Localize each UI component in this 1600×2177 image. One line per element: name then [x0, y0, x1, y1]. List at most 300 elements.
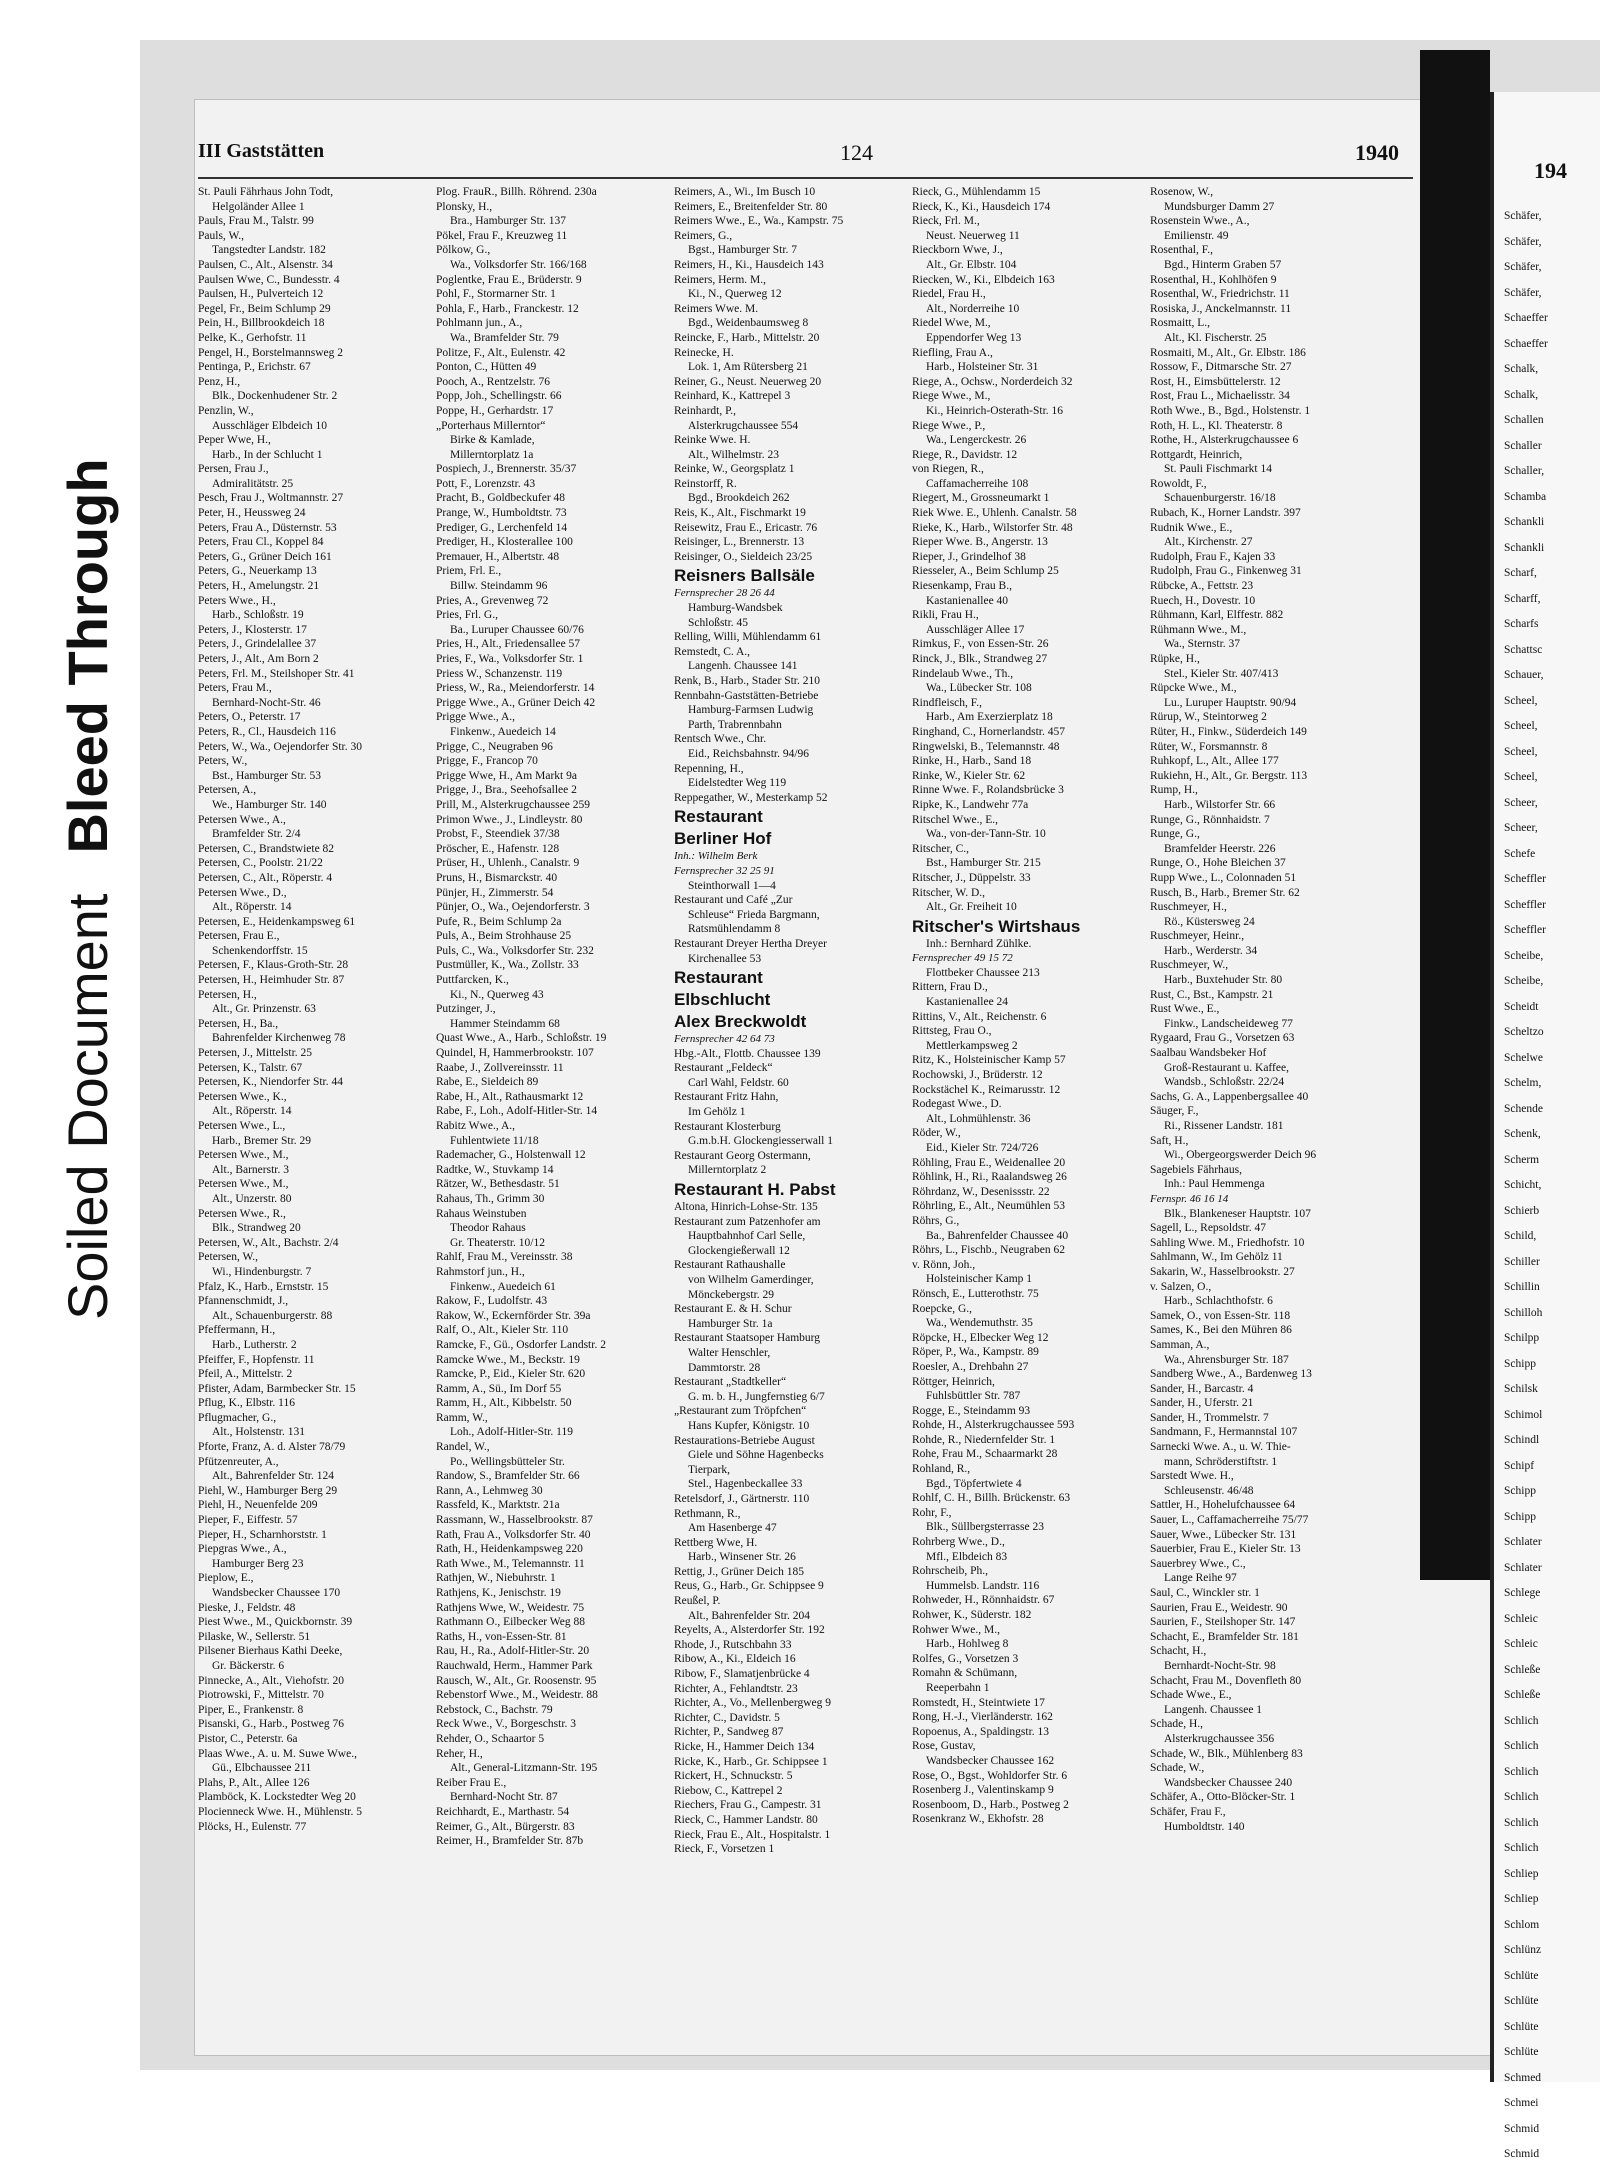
directory-entry: Pentinga, P., Erichstr. 67: [198, 361, 311, 374]
adjacent-page-line: Scheidt: [1504, 1000, 1539, 1013]
directory-entry: Pflugmacher, G.,: [198, 1411, 277, 1424]
directory-entry: Reimers, E., Breitenfelder Str. 80: [674, 200, 828, 213]
directory-entry: Richter, C., Davidstr. 5: [674, 1711, 780, 1724]
directory-entry: Pieplow, E.,: [198, 1572, 254, 1585]
directory-entry: Pforte, Franz, A. d. Alster 78/79: [198, 1441, 346, 1454]
directory-entry: Pölkow, G.,: [436, 244, 491, 257]
directory-entry: Persen, Frau J.,: [198, 463, 269, 476]
directory-entry: Richter, P., Sandweg 87: [674, 1726, 784, 1739]
directory-entry: Restaurations-Betriebe August: [674, 1434, 815, 1447]
entry-continuation: Alt., General-Litzmann-Str. 195: [450, 1762, 598, 1775]
directory-entry: Röttger, Heinrich,: [912, 1375, 995, 1388]
entry-continuation: Loh., Adolf-Hitler-Str. 119: [450, 1426, 573, 1439]
directory-entry: Reimers, A., Wi., Im Busch 10: [674, 186, 816, 198]
directory-entry: Schacht, Frau M., Dovenfleth 80: [1150, 1674, 1302, 1687]
directory-entry: Reinke Wwe. H.: [674, 434, 751, 447]
entry-continuation: Alt., Bahrenfelder Str. 204: [688, 1609, 811, 1622]
directory-entry: Reußel, P.: [674, 1595, 721, 1608]
directory-entry: Ralf, O., Alt., Kieler Str. 110: [436, 1324, 569, 1337]
entry-continuation: Bramfelder Heerstr. 226: [1164, 842, 1276, 855]
directory-entry: Rindfleisch, F.,: [912, 696, 982, 709]
adjacent-page-line: Schilsk: [1504, 1383, 1538, 1395]
directory-entry: Rethmann, R.,: [674, 1507, 741, 1520]
directory-entry: Rottgardt, Heinrich,: [1150, 448, 1243, 461]
directory-entry: Peters, Frau M.,: [198, 682, 272, 695]
directory-entry: Pökel, Frau F., Kreuzweg 11: [436, 229, 568, 242]
directory-entry: Reisinger, L., Brennerstr. 13: [674, 536, 805, 549]
directory-entry: Peper Wwe, H.,: [198, 434, 271, 447]
entry-continuation: Fuhlentwiete 11/18: [450, 1134, 539, 1147]
entry-continuation: Ki., N., Querweg 43: [450, 988, 544, 1001]
directory-entry: Rathmann O., Eilbecker Weg 88: [436, 1616, 585, 1629]
directory-entry: Saurien, Frau E., Weidestr. 90: [1150, 1601, 1288, 1614]
directory-entry: Prill, M., Alsterkrugchaussee 259: [436, 798, 590, 811]
advertisement-heading: Reisners Ballsäle: [674, 566, 815, 586]
directory-entry: Romstedt, H., Steintwiete 17: [912, 1696, 1045, 1709]
directory-entry: Rau, H., Ra., Adolf-Hitler-Str. 20: [436, 1645, 590, 1658]
directory-entry: Ruschmeyer, H.,: [1150, 901, 1227, 914]
directory-entry: Pieper, H., Scharnhorststr. 1: [198, 1528, 327, 1541]
adjacent-page-line: Schimol: [1504, 1408, 1543, 1421]
adjacent-page-line: Scheel,: [1504, 745, 1538, 758]
entry-continuation: Mettlerkampsweg 2: [926, 1039, 1018, 1052]
directory-entry: Paulsen, H., Pulverteich 12: [198, 288, 324, 301]
directory-entry: Rehder, O., Schaartor 5: [436, 1732, 545, 1745]
directory-entry: Rohde, R., Niedernfelder Str. 1: [912, 1433, 1056, 1446]
directory-entry: Rebstock, C., Bachstr. 79: [436, 1703, 553, 1716]
adjacent-page-line: Schleic: [1504, 1638, 1538, 1650]
entry-continuation: G.m.b.H. Glockengiesserwall 1: [688, 1135, 833, 1148]
page-number: 124: [840, 140, 873, 165]
adjacent-page-line: Schmid: [1504, 2148, 1540, 2160]
entry-continuation: Wa., Volksdorfer Str. 166/168: [450, 258, 587, 271]
directory-entry: Riechers, Frau G., Campestr. 31: [674, 1799, 822, 1812]
directory-entry: Rittern, Frau D.,: [912, 981, 988, 994]
directory-entry: Rieper, J., Grindelhof 38: [912, 550, 1026, 563]
entry-continuation: Bra., Hamburger Str. 137: [450, 215, 567, 228]
directory-entry: Rohde, H., Alsterkrugchaussee 593: [912, 1419, 1075, 1432]
directory-entry: Pott, F., Lorenzstr. 43: [436, 477, 536, 490]
directory-entry: Sarstedt Wwe. H.,: [1150, 1470, 1234, 1483]
directory-entry: Rieckborn Wwe, J.,: [912, 244, 1003, 257]
adjacent-page-line: Schleße: [1504, 1689, 1541, 1701]
directory-entry: Quast Wwe., A., Harb., Schloßstr. 19: [436, 1032, 607, 1045]
advertisement-heading: Elbschlucht: [674, 990, 771, 1010]
entry-continuation: Flottbeker Chaussee 213: [926, 966, 1040, 979]
directory-entry: Petersen, H., Heimhuder Str. 87: [198, 974, 345, 987]
directory-entry: Runge, G., Rönnhaidstr. 7: [1150, 813, 1270, 826]
directory-entry: Roth, H. L., Kl. Theaterstr. 8: [1150, 419, 1283, 432]
directory-entry: Prigge, C., Neugraben 96: [436, 740, 553, 753]
entry-continuation: Bgst., Hamburger Str. 7: [688, 244, 798, 257]
entry-continuation: Wi., Hindenburgstr. 7: [212, 1265, 312, 1278]
advertisement-subline: Inh.: Wilhelm Berk: [674, 850, 758, 863]
entry-continuation: Blk., Strandweg 20: [212, 1222, 301, 1235]
directory-entry: Rudolph, Frau G., Finkenweg 31: [1150, 565, 1302, 578]
directory-entry: Sahlmann, W., Im Gehölz 11: [1150, 1251, 1283, 1264]
directory-entry: Rüter, H., Finkw., Süderdeich 149: [1150, 725, 1307, 738]
adjacent-page-line: Schäfer,: [1504, 210, 1542, 222]
directory-entry: Rath, H., Heidenkampsweg 220: [436, 1543, 583, 1556]
directory-entry: „Porterhaus Millerntor“: [436, 419, 546, 432]
entry-continuation: Helgoländer Allee 1: [212, 200, 305, 213]
adjacent-page-line: Schlüte: [1504, 2020, 1539, 2033]
directory-entry: St. Pauli Fährhaus John Todt,: [198, 186, 334, 198]
entry-continuation: Wa., Bramfelder Str. 79: [450, 331, 559, 344]
entry-continuation: Tierpark,: [688, 1463, 731, 1476]
adjacent-page-line: Schillin: [1504, 1281, 1540, 1293]
entry-continuation: Hamburger Str. 1a: [688, 1317, 773, 1330]
adjacent-page-line: Scherm: [1504, 1153, 1540, 1166]
directory-entry: Priess, W., Ra., Meiendorferstr. 14: [436, 682, 595, 695]
entry-continuation: Kastanienallee 40: [926, 594, 1009, 607]
directory-entry: Ricke, H., Hammer Deich 134: [674, 1741, 815, 1753]
directory-entry: Piest Wwe., M., Quickbornstr. 39: [198, 1616, 353, 1629]
adjacent-page-line: Schicht,: [1504, 1179, 1542, 1191]
entry-continuation: Langenh. Chaussee 1: [1164, 1703, 1263, 1716]
directory-entry: Rakow, W., Eckernförder Str. 39a: [436, 1309, 591, 1322]
directory-entry: Quindel, H, Hammerbrookstr. 107: [436, 1047, 594, 1060]
entry-continuation: Bgd., Töpfertwiete 4: [926, 1477, 1022, 1490]
directory-entry: Ricke, K., Harb., Gr. Schippsee 1: [674, 1755, 828, 1768]
directory-entry: Rieper Wwe. B., Angerstr. 13: [912, 536, 1048, 549]
directory-entry: Sahling Wwe. M., Friedhofstr. 10: [1150, 1236, 1305, 1249]
directory-entry: Rassfeld, K., Marktstr. 21a: [436, 1499, 560, 1512]
directory-entry: Rohrberg Wwe., D.,: [912, 1536, 1005, 1549]
directory-entry: Pfeil, A., Mittelstr. 2: [198, 1368, 293, 1381]
entry-continuation: Alt., Kirchenstr. 27: [1164, 536, 1253, 549]
entry-continuation: Inh.: Paul Hemmenga: [1164, 1178, 1265, 1191]
directory-entry: Puttfarcken, K.,: [436, 974, 509, 987]
directory-entry: Prigge Wwe, H., Am Markt 9a: [436, 769, 577, 782]
directory-entry: Rahmstorf jun., H.,: [436, 1265, 525, 1278]
entry-continuation: Harb., Schloßstr. 19: [212, 609, 304, 622]
directory-entry: Rebenstorf Wwe., M., Weidestr. 88: [436, 1689, 598, 1702]
directory-entry: Reimer, H., Bramfelder Str. 87b: [436, 1835, 584, 1848]
directory-entry: Poglentke, Frau E., Brüderstr. 9: [436, 273, 582, 286]
adjacent-page-line: Schlüte: [1504, 2046, 1539, 2058]
entry-continuation: Schleuse“ Frieda Bargmann,: [688, 908, 820, 921]
directory-entry: Sandberg Wwe., A., Bardenweg 13: [1150, 1368, 1312, 1381]
directory-entry: Probst, F., Steendiek 37/38: [436, 828, 560, 841]
entry-continuation: Ausschläger Allee 17: [926, 623, 1025, 636]
adjacent-page-line: Scharfs: [1504, 618, 1539, 630]
directory-entry: Pries, H., Alt., Friedensallee 57: [436, 638, 581, 651]
entry-continuation: Fuhlsbüttler Str. 787: [926, 1390, 1021, 1403]
directory-entry: Rosenthal, F.,: [1150, 244, 1213, 257]
directory-entry: Raths, H., von-Essen-Str. 81: [436, 1630, 567, 1643]
directory-entry: Rieck, Frau E., Alt., Hospitalstr. 1: [674, 1828, 831, 1841]
directory-entry: Pegel, Fr., Beim Schlump 29: [198, 302, 331, 315]
directory-entry: Rong, H.-J., Vierländerstr. 162: [912, 1711, 1053, 1724]
directory-entry: Röper, P., Wa., Kampstr. 89: [912, 1346, 1039, 1359]
adjacent-page-line: Schelwe: [1504, 1051, 1543, 1064]
stamp-soiled-document: Soiled Document: [56, 893, 119, 1320]
directory-entry: Restaurant Fritz Hahn,: [674, 1091, 779, 1104]
adjacent-page-line: Schlege: [1504, 1587, 1541, 1599]
directory-entry: Reichhardt, E., Marthastr. 54: [436, 1805, 570, 1818]
directory-entry: Petersen Wwe., M.,: [198, 1149, 289, 1162]
directory-entry: Relling, Willi, Mühlendamm 61: [674, 631, 822, 644]
directory-entry: Prediger, H., Klosterallee 100: [436, 536, 573, 549]
entry-continuation: Wandsb., Schloßstr. 22/24: [1164, 1076, 1285, 1089]
directory-entry: Petersen, F., Klaus-Groth-Str. 28: [198, 959, 349, 972]
column-5: [1150, 185, 1382, 1834]
adjacent-page-line: Scheffler: [1504, 873, 1546, 885]
directory-entry: Plog. FrauR., Billh. Röhrend. 230a: [436, 186, 597, 198]
directory-entry: Rakow, F., Ludolfstr. 43: [436, 1295, 548, 1308]
advertisement-heading: Restaurant: [674, 807, 763, 827]
directory-entry: Rassmann, W., Hasselbrookstr. 87: [436, 1514, 593, 1527]
directory-entry: Pinnecke, A., Alt., Viehofstr. 20: [198, 1674, 345, 1687]
directory-entry: Pospiech, J., Brennerstr. 35/37: [436, 463, 577, 476]
directory-entry: Reimers Wwe. M.: [674, 302, 759, 315]
adjacent-page-line: Schauer,: [1504, 669, 1544, 681]
directory-entry: Poppe, H., Gerhardstr. 17: [436, 404, 554, 417]
directory-entry: Prange, W., Humboldtstr. 73: [436, 507, 567, 520]
directory-entry: Rittsteg, Frau O.,: [912, 1025, 992, 1038]
adjacent-page-line: Schallen: [1504, 414, 1544, 426]
directory-entry: Richter, A., Vo., Mellenbergweg 9: [674, 1697, 832, 1710]
adjacent-page-line: Schäfer,: [1504, 235, 1542, 248]
entry-continuation: von Wilhelm Gamerdinger,: [688, 1274, 814, 1286]
directory-entry: Peters, R., Cl., Hausdeich 116: [198, 725, 336, 738]
adjacent-page-line: Schalk,: [1504, 363, 1539, 375]
directory-entry: Riek Wwe. E., Uhlenh. Canalstr. 58: [912, 507, 1077, 520]
entry-continuation: Ri., Rissener Landstr. 181: [1164, 1120, 1284, 1132]
directory-entry: Rosenkranz W., Ekhofstr. 28: [912, 1813, 1044, 1826]
directory-entry: Rohland, R.,: [912, 1463, 971, 1476]
directory-entry: Sarnecki Wwe. A., u. W. Thie-: [1150, 1441, 1291, 1454]
directory-entry: Peters, O., Peterstr. 17: [198, 711, 301, 724]
directory-entry: Restaurant Staatsoper Hamburg: [674, 1332, 821, 1345]
directory-entry: Rohr, F.,: [912, 1506, 952, 1519]
directory-entry: Rost, Frau L., Michaelisstr. 34: [1150, 390, 1290, 403]
entry-continuation: Wandsbecker Chaussee 162: [926, 1754, 1055, 1767]
directory-entry: Sauer, Wwe., Lübecker Str. 131: [1150, 1528, 1297, 1541]
entry-continuation: Ki., Heinrich-Osterath-Str. 16: [926, 404, 1064, 417]
entry-continuation: Hauptbahnhof Carl Selle,: [688, 1230, 806, 1243]
entry-continuation: Kastanienallee 24: [926, 996, 1009, 1009]
directory-entry: Rauchwald, Herm., Hammer Park: [436, 1659, 593, 1672]
adjacent-page-line: Schliep: [1504, 1867, 1539, 1880]
directory-entry: Sauer, L., Caffamacherreihe 75/77: [1150, 1514, 1309, 1527]
entry-continuation: Lok. 1, Am Rütersberg 21: [688, 361, 808, 374]
directory-entry: Randow, S., Bramfelder Str. 66: [436, 1470, 580, 1483]
entry-continuation: Mundsburger Damm 27: [1164, 200, 1275, 213]
directory-entry: Rinke, W., Kieler Str. 62: [912, 769, 1026, 782]
directory-entry: Penzlin, W.,: [198, 404, 254, 417]
directory-entry: Peter, H., Heussweg 24: [198, 507, 306, 520]
directory-entry: Rahaus, Th., Grimm 30: [436, 1192, 545, 1205]
directory-entry: Pfister, Adam, Barmbecker Str. 15: [198, 1382, 356, 1395]
directory-entry: Paulsen Wwe, C., Bundesstr. 4: [198, 273, 340, 286]
directory-entry: Riege Wwe., P.,: [912, 419, 986, 432]
directory-entry: Rosenthal, H., Kohlhöfen 9: [1150, 273, 1277, 286]
directory-entry: Rupp Wwe., L., Colonnaden 51: [1150, 871, 1297, 884]
directory-entry: Rathjens Wwe, W., Weidestr. 75: [436, 1601, 585, 1614]
directory-entry: Raabe, J., Zollvereinsstr. 11: [436, 1061, 564, 1074]
directory-entry: Plahs, P., Alt., Allee 126: [198, 1776, 310, 1789]
entry-continuation: Finkenw., Auedeich 61: [450, 1280, 556, 1293]
directory-entry: Schacht, E., Bramfelder Str. 181: [1150, 1630, 1299, 1643]
entry-continuation: Hamburg-Farmsen Ludwig: [688, 704, 814, 717]
entry-continuation: We., Hamburger Str. 140: [212, 798, 327, 811]
entry-continuation: Alt., Holstenstr. 131: [212, 1426, 305, 1439]
directory-entry: Pfeiffer, F., Hopfenstr. 11: [198, 1353, 315, 1366]
adjacent-page-line: Schaller,: [1504, 465, 1545, 477]
directory-entry: Hbg.-Alt., Flottb. Chaussee 139: [674, 1047, 821, 1060]
adjacent-page-line: Scharf,: [1504, 567, 1537, 579]
entry-continuation: Bernhardt-Nocht-Str. 98: [1164, 1659, 1276, 1672]
directory-entry: Rosenboom, D., Harb., Postweg 2: [912, 1798, 1069, 1811]
entry-continuation: Lange Reihe 97: [1164, 1572, 1237, 1585]
directory-entry: Rindelaub Wwe., Th.,: [912, 667, 1014, 680]
adjacent-page-year: 194: [1534, 158, 1567, 183]
directory-entry: Pilaske, W., Sellerstr. 51: [198, 1630, 311, 1643]
directory-entry: Romahn & Schümann,: [912, 1667, 1018, 1680]
directory-entry: Rossow, F., Ditmarsche Str. 27: [1150, 361, 1292, 374]
adjacent-page-line: Schlich: [1504, 1842, 1539, 1854]
entry-continuation: Carl Wahl, Feldstr. 60: [688, 1076, 789, 1089]
entry-continuation: Millerntorplatz 1a: [450, 448, 534, 461]
directory-entry: Petersen, J., Mittelstr. 25: [198, 1047, 313, 1060]
directory-entry: Piotrowski, F., Mittelstr. 70: [198, 1689, 324, 1702]
advertisement-heading: Ritscher's Wirtshaus: [912, 916, 1081, 936]
directory-entry: Rübcke, A., Fettstr. 23: [1150, 580, 1254, 593]
entry-continuation: Harb., Schlachthofstr. 6: [1164, 1295, 1273, 1308]
directory-entry: Rieck, Frl. M.,: [912, 215, 980, 228]
directory-entry: Riege, A., Ochsw., Norderdeich 32: [912, 375, 1073, 388]
directory-entry: Rühmann Wwe., M.,: [1150, 623, 1247, 636]
directory-entry: Reppegather, W., Mesterkamp 52: [674, 791, 828, 804]
directory-entry: Sander, H., Uferstr. 21: [1150, 1397, 1254, 1410]
entry-continuation: Hamburg-Wandsbek: [688, 602, 783, 615]
stamp-bleed-through: Bleed Through: [56, 458, 119, 854]
entry-continuation: Alt., Röperstr. 14: [212, 1105, 292, 1118]
directory-entry: Rukiehn, H., Alt., Gr. Bergstr. 113: [1150, 769, 1308, 782]
adjacent-page-line: Schaeffer: [1504, 312, 1548, 324]
directory-entry: Rathjens, K., Jenischstr. 19: [436, 1587, 561, 1599]
directory-entry: Petersen Wwe., R.,: [198, 1207, 286, 1220]
directory-entry: Rönsch, E., Lutterothstr. 75: [912, 1287, 1039, 1300]
advertisement-subline: Fernsprecher 49 15 72: [912, 952, 1013, 965]
directory-entry: Plamböck, K. Lockstedter Weg 20: [198, 1791, 356, 1804]
directory-entry: Riedel, Frau H.,: [912, 288, 986, 301]
directory-entry: Ramcke, F., Gü., Osdorfer Landstr. 2: [436, 1338, 606, 1351]
directory-entry: Pooch, A., Rentzelstr. 76: [436, 375, 551, 388]
entry-continuation: Harb., Lutherstr. 2: [212, 1338, 297, 1351]
directory-entry: Pfützenreuter, A.,: [198, 1455, 279, 1468]
directory-entry: Reiner, G., Neust. Neuerweg 20: [674, 375, 822, 388]
directory-entry: Ribow, A., Ki., Eldeich 16: [674, 1653, 796, 1666]
directory-entry: Restaurant „Stadtkeller“: [674, 1376, 787, 1389]
adjacent-page-line: Schliep: [1504, 1893, 1539, 1905]
directory-entry: Riecken, W., Ki., Elbdeich 163: [912, 273, 1055, 286]
entry-continuation: Alt., Röperstr. 14: [212, 901, 292, 914]
entry-continuation: Harb., In der Schlucht 1: [212, 448, 323, 461]
directory-entry: Rickert, H., Schnuckstr. 5: [674, 1770, 793, 1783]
adjacent-page-line: Schmed: [1504, 2071, 1542, 2084]
entry-continuation: Reeperbahn 1: [926, 1681, 990, 1694]
entry-continuation: Eppendorfer Weg 13: [926, 331, 1022, 344]
directory-entry: Rettberg Wwe, H.: [674, 1536, 758, 1549]
entry-continuation: Bgd., Hinterm Graben 57: [1164, 258, 1282, 271]
directory-entry: Röder, W.,: [912, 1127, 961, 1140]
entry-continuation: Wa., Sternstr. 37: [1164, 638, 1241, 651]
directory-entry: Ritscher, C.,: [912, 842, 970, 855]
directory-entry: Peters, J., Alt., Am Born 2: [198, 653, 319, 665]
adjacent-page-line: Scheibe,: [1504, 949, 1544, 962]
directory-entry: Reyelts, A., Alsterdorfer Str. 192: [674, 1624, 825, 1637]
directory-entry: Radtke, W., Stuvkamp 14: [436, 1163, 554, 1176]
directory-entry: Reus, G., Harb., Gr. Schippsee 9: [674, 1580, 824, 1593]
directory-entry: Schade, W., Blk., Mühlenberg 83: [1150, 1747, 1303, 1760]
directory-entry: Peters, Frl. M., Steilshoper Str. 41: [198, 667, 355, 680]
directory-entry: Rath, Frau A., Volksdorfer Str. 40: [436, 1528, 591, 1541]
entry-continuation: Theodor Rahaus: [450, 1222, 526, 1235]
directory-entry: Peters, J., Grindelallee 37: [198, 638, 317, 651]
entry-continuation: Walter Henschler,: [688, 1346, 771, 1359]
directory-entry: Petersen, C., Brandstwiete 82: [198, 842, 335, 855]
entry-continuation: Holsteinischer Kamp 1: [926, 1273, 1033, 1286]
directory-entry: Rausch, W., Alt., Gr. Roosenstr. 95: [436, 1674, 597, 1687]
adjacent-page-line: Schattsc: [1504, 643, 1543, 656]
directory-entry: Rathjen, W., Niebuhrstr. 1: [436, 1572, 556, 1585]
adjacent-page-line: Schlich: [1504, 1740, 1539, 1752]
directory-entry: Saft, H.,: [1150, 1134, 1189, 1147]
entry-continuation: Groß-Restaurant u. Kaffee,: [1164, 1061, 1289, 1074]
adjacent-page-line: Schlich: [1504, 1765, 1539, 1778]
directory-entry: Rudnik Wwe., E.,: [1150, 521, 1233, 534]
adjacent-page-line: Schankli: [1504, 516, 1545, 528]
directory-entry: Peters, Frau Cl., Koppel 84: [198, 536, 324, 549]
directory-entry: Restaurant zum Patzenhofer am: [674, 1215, 821, 1228]
advertisement-heading: Restaurant: [674, 968, 763, 988]
directory-entry: Rohweder, H., Rönnhaidstr. 67: [912, 1594, 1055, 1607]
entry-continuation: Mfl., Elbdeich 83: [926, 1550, 1008, 1563]
directory-entry: Penz, H.,: [198, 375, 241, 388]
directory-entry: Riesseler, A., Beim Schlump 25: [912, 565, 1059, 578]
directory-entry: Ruschmeyer, W.,: [1150, 959, 1229, 972]
adjacent-page-line: Schleße: [1504, 1663, 1541, 1676]
directory-entry: Rieck, C., Hammer Landstr. 80: [674, 1813, 818, 1826]
entry-continuation: Blk., Süllbergsterrasse 23: [926, 1521, 1044, 1534]
directory-entry: Sagell, L., Repsoldstr. 47: [1150, 1222, 1266, 1235]
directory-entry: Reck Wwe., V., Borgeschstr. 3: [436, 1718, 577, 1731]
directory-entry: Randel, W.,: [436, 1441, 490, 1454]
directory-entry: Röhrs, G.,: [912, 1214, 960, 1227]
directory-entry: Rann, A., Lehmweg 30: [436, 1484, 543, 1497]
directory-entry: Ripke, K., Landwehr 77a: [912, 798, 1029, 811]
entry-continuation: Birke & Kamlade,: [450, 434, 535, 447]
directory-entry: Rieck, G., Mühlendamm 15: [912, 186, 1041, 198]
adjacent-page-line: Schild,: [1504, 1230, 1537, 1242]
directory-entry: Rabitz Wwe., A.,: [436, 1120, 515, 1132]
adjacent-page-line: Schipp: [1504, 1357, 1536, 1370]
entry-continuation: Ba., Bahrenfelder Chaussee 40: [926, 1229, 1069, 1242]
directory-entry: „Restaurant zum Tröpfchen“: [674, 1405, 807, 1418]
directory-entry: Priem, Frl. E.,: [436, 565, 502, 578]
directory-entry: Ramcke Wwe., M., Beckstr. 19: [436, 1353, 580, 1366]
entry-continuation: Wa., von-der-Tann-Str. 10: [926, 828, 1046, 841]
directory-entry: Rinke, H., Harb., Sand 18: [912, 755, 1032, 768]
directory-entry: Reinhard, K., Kattrepel 3: [674, 390, 791, 403]
directory-entry: Sandmann, F., Hermannstal 107: [1150, 1426, 1298, 1439]
directory-entry: Schade, H.,: [1150, 1718, 1204, 1731]
entry-continuation: Langenh. Chaussee 141: [688, 660, 798, 673]
entry-continuation: Bgd., Weidenbaumsweg 8: [688, 317, 809, 330]
